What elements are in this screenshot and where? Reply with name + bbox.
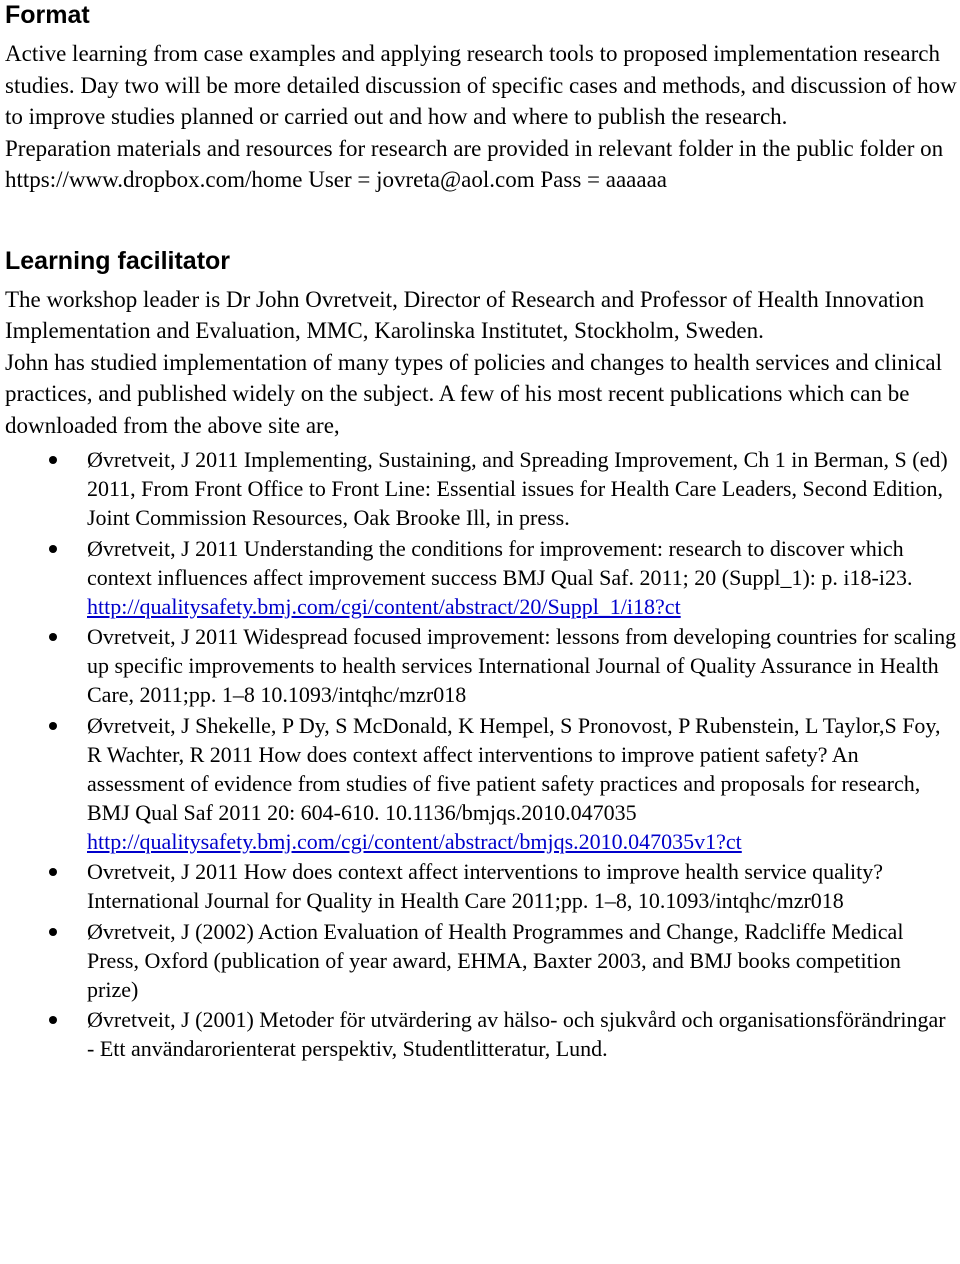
facilitator-publications-paragraph: John has studied implementation of many types of policies and changes to health services and clinical practices, and published widely on the subject. A few of his most recent publications which can be downloaded from the above site are, — [5, 349, 943, 438]
publication-item — [5, 857, 957, 915]
bullet-icon — [49, 456, 57, 464]
publication-link[interactable]: http://qualitysafety.bmj.com/cgi/content/abstract/bmjqs.2010.047035v1?ct — [87, 828, 742, 854]
publication-text: Øvretveit, J 2011 Implementing, Sustaining, and Spreading Improvement, Ch 1 in Berman, S (ed) 2011, From Front Office to Front Line: Essential issues for Health Care Leaders, Second Edition, Joint Commission Resources, Oak Brooke Ill, in press. — [87, 447, 948, 530]
document-page — [5, 0, 957, 1065]
format-paragraph: Active learning from case examples and applying research tools to proposed implementation research studies. Day two will be more detailed discussion of specific cases and methods, and discussion of how to improve studies planned or carried out and how and where to publish the research. — [5, 41, 957, 129]
publication-list — [5, 445, 957, 1063]
publication-text: Ovretveit, J 2011 Widespread focused improvement: lessons from developing countries for scaling up specific improvements to health services International Journal of Quality Assurance in Health Care, 2011;pp. 1–8 10.1093/intqhc/mzr018 — [87, 624, 957, 707]
publication-link[interactable]: http://qualitysafety.bmj.com/cgi/content/abstract/20/Suppl_1/i18?ct — [87, 593, 681, 619]
publication-text: Øvretveit, J (2001) Metoder för utvärdering av hälso- och sjukvård och organisationsförändringar - Ett användarorienterat perspektiv, Studentlitteratur, Lund. — [87, 1007, 946, 1061]
publication-item — [5, 534, 957, 621]
publication-item — [5, 1005, 957, 1063]
publication-item — [5, 711, 957, 856]
publication-item — [5, 917, 957, 1004]
bullet-icon — [49, 928, 57, 936]
bullet-icon — [49, 868, 57, 876]
publication-item — [5, 445, 957, 532]
bullet-icon — [49, 545, 57, 553]
bullet-icon — [49, 633, 57, 641]
publication-item — [5, 622, 957, 709]
publication-text: Øvretveit, J (2002) Action Evaluation of Health Programmes and Change, Radcliffe Medical Press, Oxford (publication of year award, EHMA, Baxter 2003, and BMJ books competition prize) — [87, 918, 904, 1002]
bullet-icon — [49, 722, 57, 730]
bullet-icon — [49, 1016, 57, 1024]
format-heading: Format — [5, 1, 90, 29]
publication-text: Øvretveit, J Shekelle, P Dy, S McDonald, K Hempel, S Pronovost, P Rubenstein, L Taylor,S Foy, R Wachter, R 2011 How does context affect interventions to improve patient safety? An assessment of evidence from studies of five patient safety practices and proposals for research, BMJ Qual Saf 2011 20: 604-610. 10.1136/bmjqs.2010.047035 — [87, 712, 941, 825]
publication-text: Øvretveit, J 2011 Understanding the conditions for improvement: research to discover which context influences affect improvement success BMJ Qual Saf. 2011; 20 (Suppl_1): p. i18-i23. — [87, 535, 913, 590]
publication-text: Ovretveit, J 2011 How does context affect interventions to improve health service quality? International Journal for Quality in Health Care 2011;pp. 1–8, 10.1093/intqhc/mzr018 — [87, 859, 884, 913]
learning-facilitator-heading: Learning facilitator — [5, 246, 231, 275]
format-preparation-paragraph: Preparation materials and resources for research are provided in relevant folder in the public folder on https://www.dropbox.com/home User = jovreta@aol.com Pass = aaaaaa — [5, 135, 944, 192]
facilitator-intro-paragraph: The workshop leader is Dr John Ovretveit, Director of Research and Professor of Health Innovation Implementation and Evaluation, MMC, Karolinska Institutet, Stockholm, Sweden. — [5, 286, 925, 343]
